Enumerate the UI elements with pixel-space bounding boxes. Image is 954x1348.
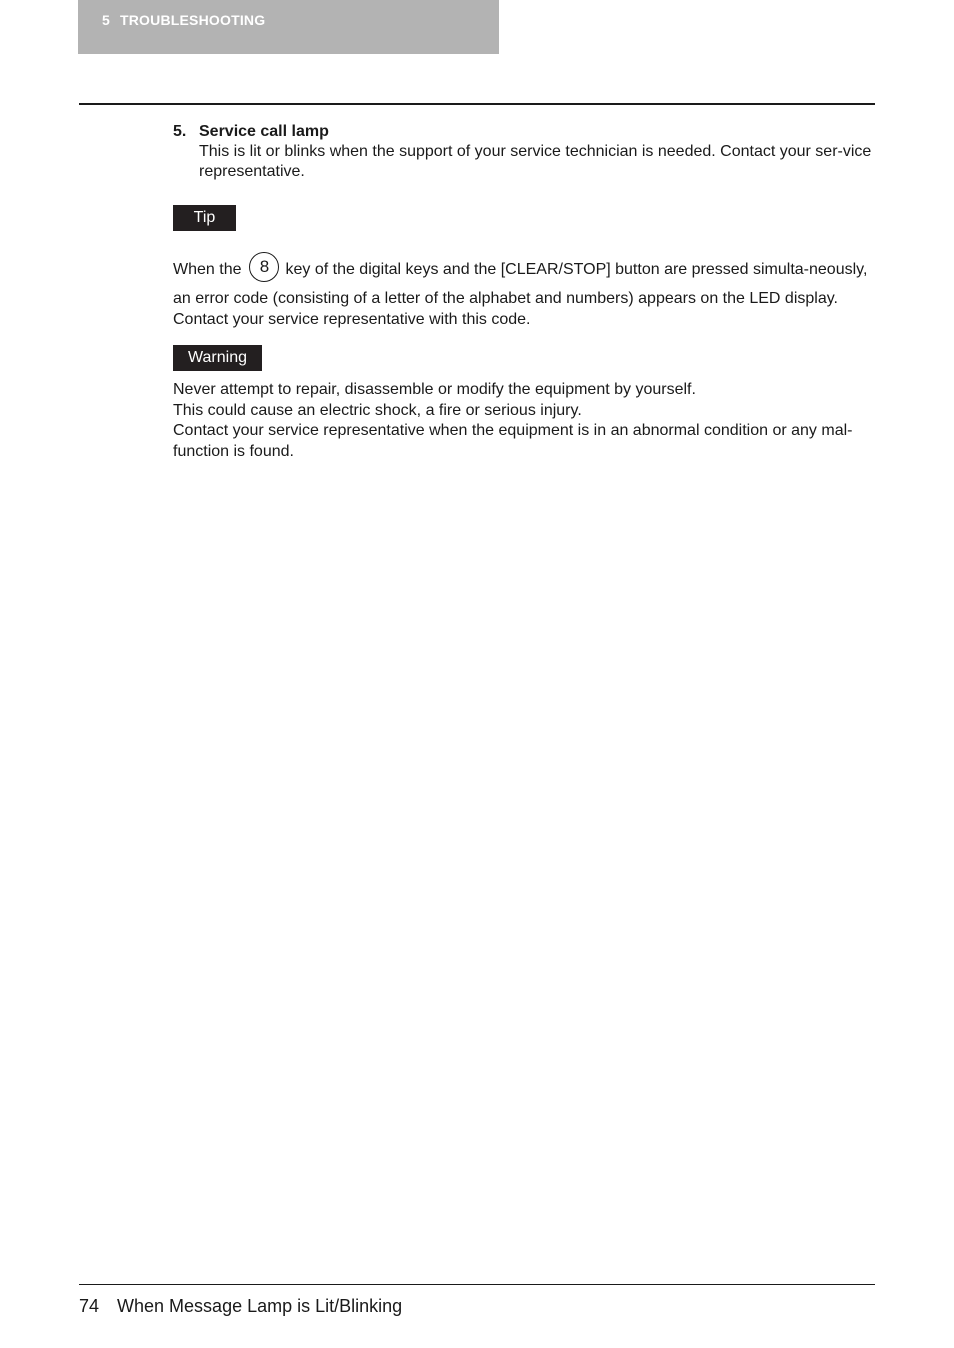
digital-key-8-icon: 8 [249,252,279,282]
warning-line: Contact your service representative when the equipment is in an abnormal condition or any mal-function is found. [173,422,853,460]
tip-text [173,258,875,330]
item-title: Service call lamp [199,123,329,140]
top-divider [79,103,875,105]
page-number: 74 [79,1296,100,1316]
page-footer [79,1295,402,1317]
numbered-item [173,122,875,182]
warning-line: Never attempt to repair, disassemble or modify the equipment by yourself. [173,381,696,398]
chapter-title: TROUBLESHOOTING [120,12,266,28]
footer-section-title: When Message Lamp is Lit/Blinking [117,1296,403,1316]
bottom-divider [79,1284,875,1285]
tip-text-before: When the [173,261,242,278]
warning-label: Warning [173,345,262,371]
item-description: This is lit or blinks when the support of your service technician is needed. Contact your ser-vice representative. [199,143,872,180]
warning-text [173,380,877,462]
chapter-header-tab [78,0,499,54]
item-number: 5. [173,123,187,140]
item-heading [173,122,875,142]
tip-label: Tip [173,205,236,231]
chapter-heading [102,12,265,28]
tip-text-after: key of the digital keys and the [CLEAR/STOP] button are pressed simulta-neously, an error code (consisting of a letter of the alphabet and numbers) appears on the LED display. Contact your service representative with this code. [173,261,868,328]
warning-line: This could cause an electric shock, a fire or serious injury. [173,401,582,419]
chapter-number: 5 [102,12,110,28]
